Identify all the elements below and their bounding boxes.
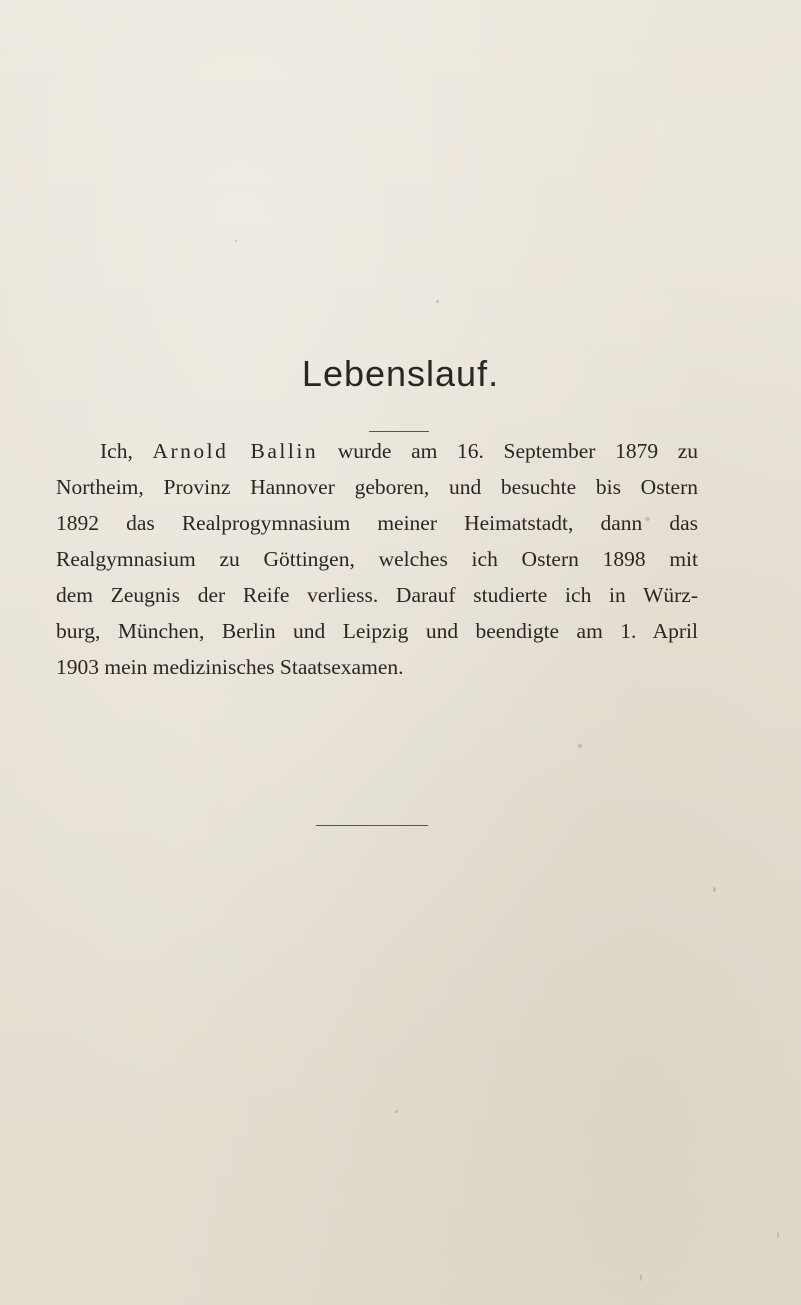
paper-speck	[640, 1274, 642, 1281]
paper-speck	[395, 1110, 398, 1113]
paragraph-line: 1892 das Realprogymnasium meiner Heimatstadt, dann das	[56, 511, 698, 535]
paper-speck	[436, 300, 439, 303]
paragraph-line: dem Zeugnis der Reife verliess. Darauf studierte ich in Würz-	[56, 583, 698, 607]
page-title: Lebenslauf.	[301, 353, 500, 394]
paragraph-line: Northeim, Provinz Hannover geboren, und besuchte bis Ostern	[56, 475, 698, 499]
paper-speck	[578, 744, 582, 748]
author-name: Arnold Ballin	[152, 439, 319, 463]
paper-speck	[713, 887, 716, 892]
paragraph-line: Realgymnasium zu Göttingen, welches ich Ostern 1898 mit	[56, 547, 698, 571]
biography-paragraph	[56, 433, 698, 685]
paragraph-line: burg, München, Berlin und Leipzig und beendigte am 1. April	[56, 619, 698, 643]
text-segment: wurde am 16. September 1879 zu	[337, 439, 699, 463]
title-divider	[369, 431, 429, 432]
paragraph-line	[56, 433, 698, 469]
text-segment: Ich,	[100, 439, 133, 463]
paragraph-line: 1903 mein medizinisches Staatsexamen.	[56, 655, 404, 679]
paper-speck	[777, 1232, 779, 1238]
paper-speck	[235, 240, 237, 242]
end-divider	[316, 825, 428, 826]
